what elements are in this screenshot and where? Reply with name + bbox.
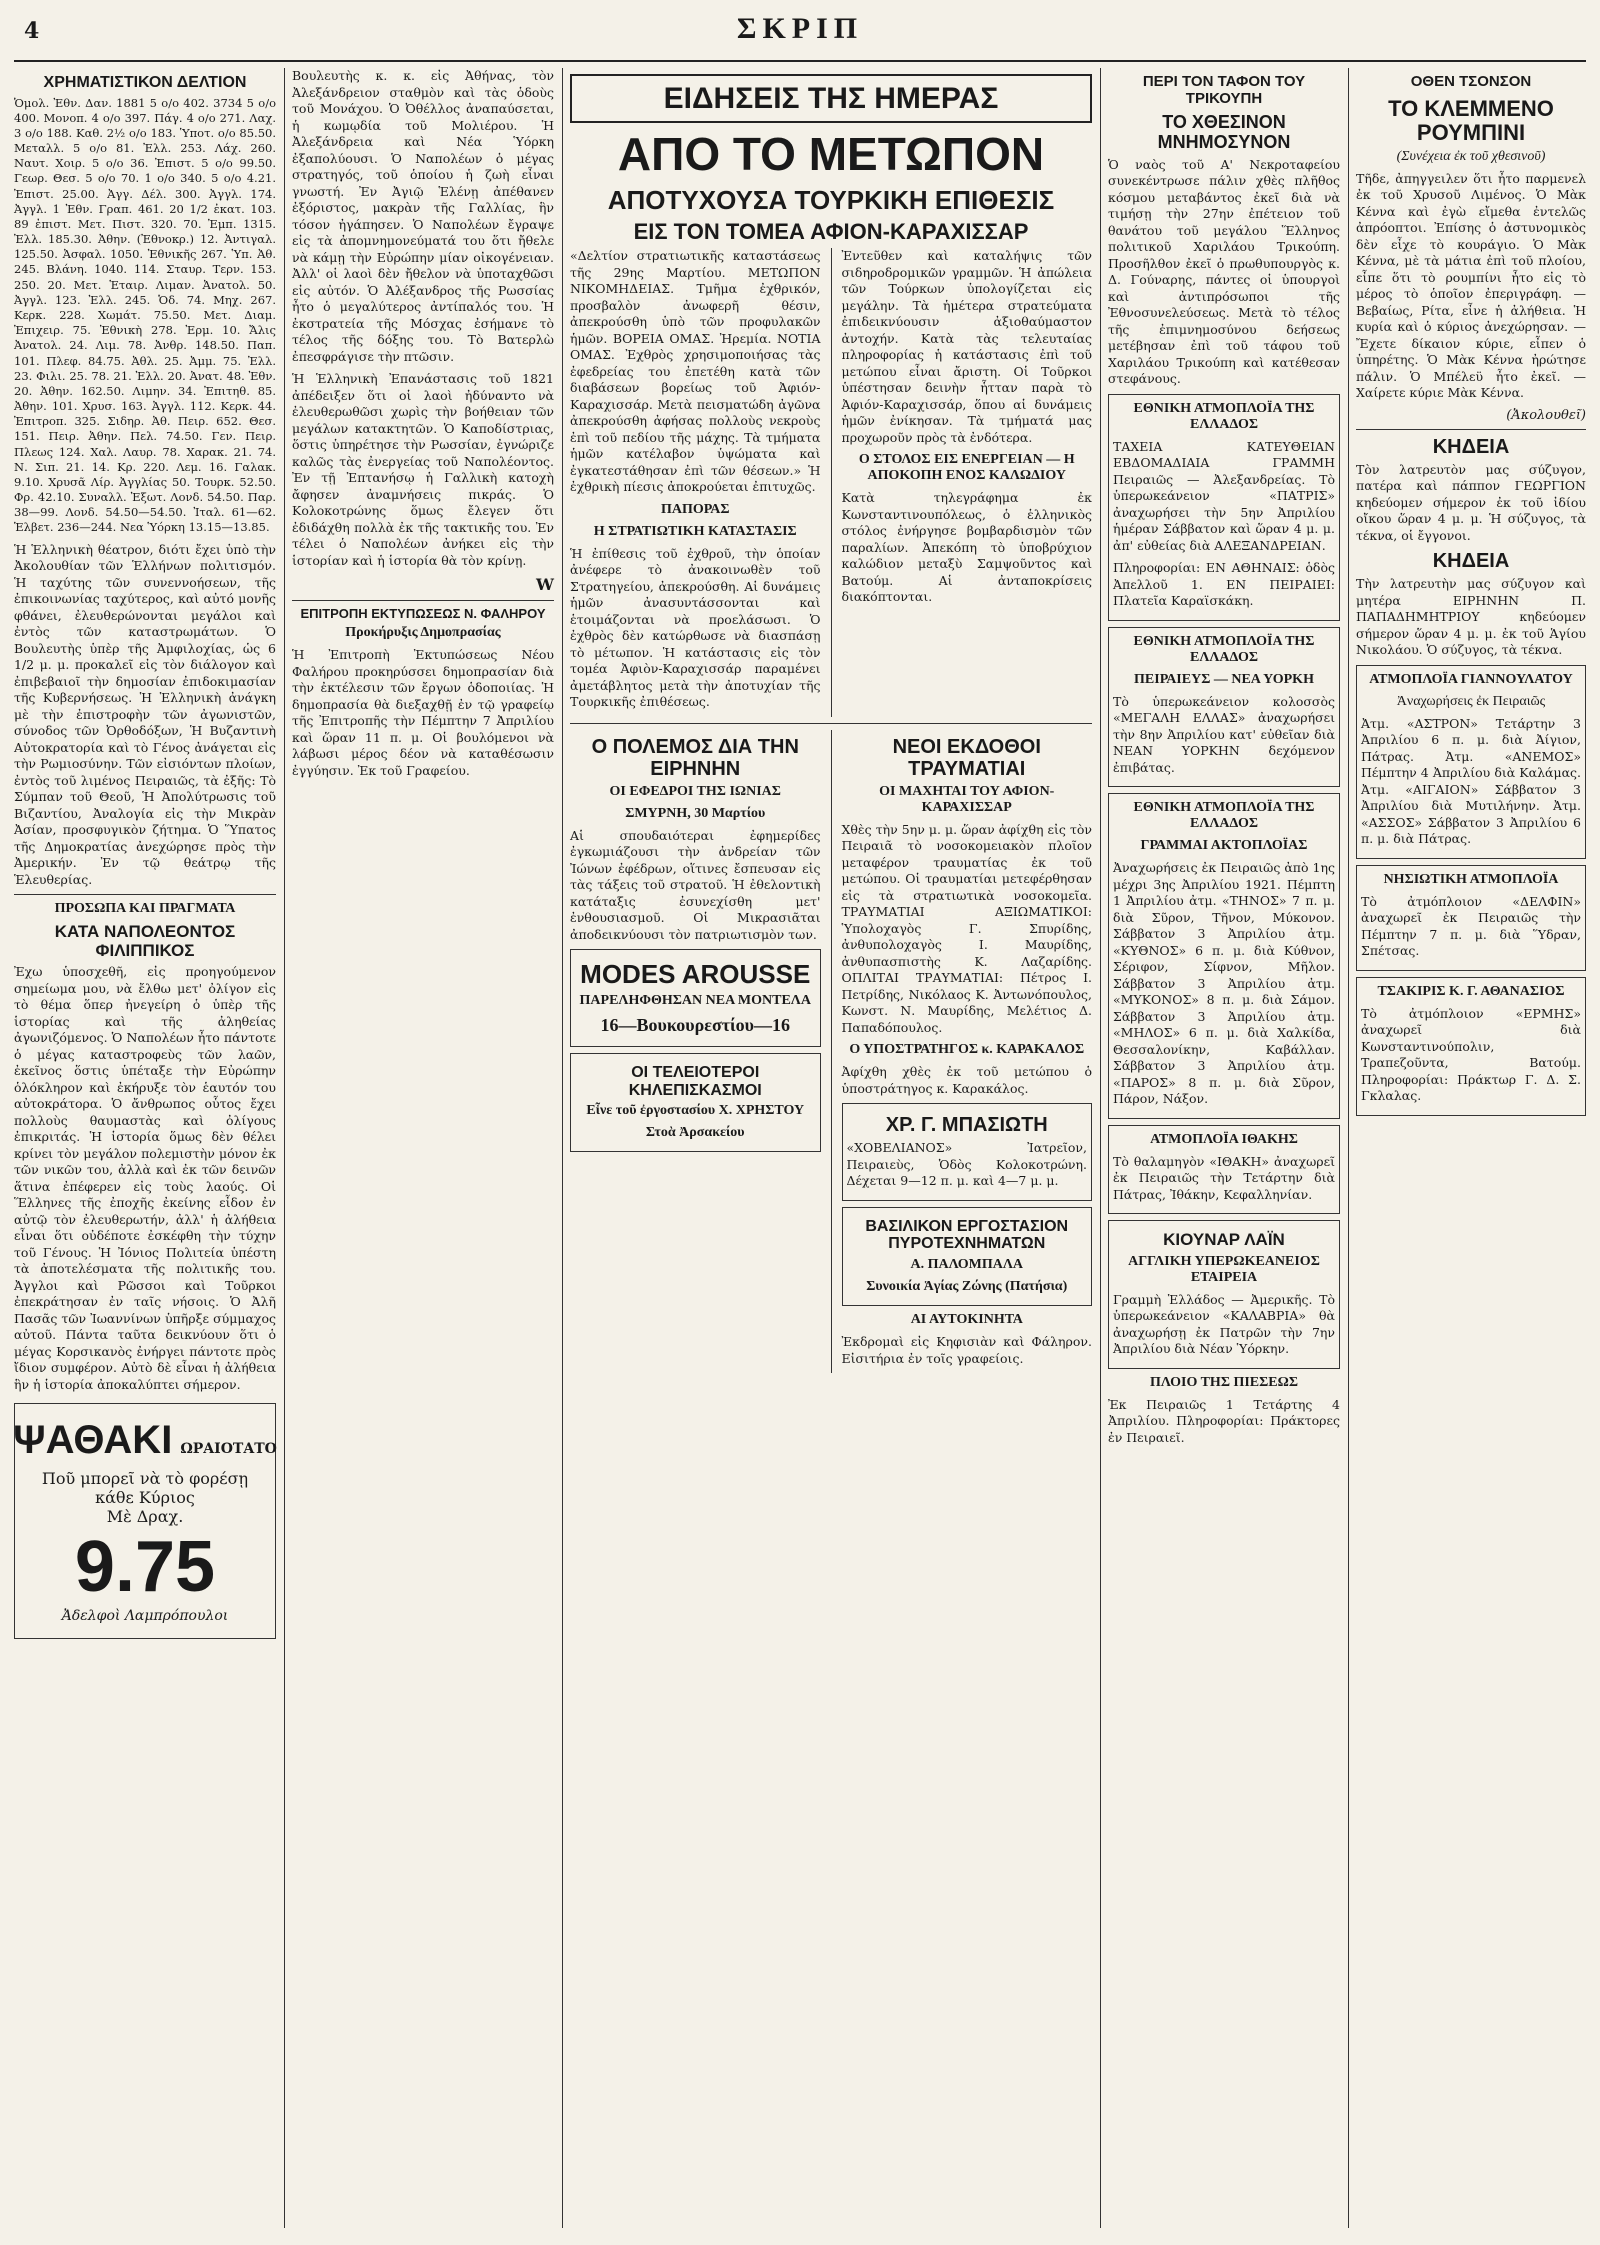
story-kicker: ΟΘΕΝ ΤΣΟΝΣΟΝ	[1410, 73, 1532, 90]
ferry-3-title: ΤΣΑΚΙΡΙΣ Κ. Γ. ΑΘΑΝΑΣΙΟΣ	[1377, 983, 1565, 999]
funeral-2-text: Τὴν λατρευτὴν μας σύζυγον καὶ μητέρα ΕΙΡΗΝΗΝ Π. ΠΑΠΑΔΗΜΗΤΡΙΟΥ κηδεύομεν σήμερον ὥραν 4 μ. μ. ἐκ τοῦ Ἁγίου Νικολάου. Ὁ σύζυγος, τὰ τέκνα.	[1356, 576, 1590, 658]
memorial-title: ΤΟ ΧΘΕΣΙΝΟΝ ΜΝΗΜΟΣΥΝΟΝ	[1157, 112, 1291, 152]
shipping-5-title: ΚΙΟΥΝΑΡ ΛΑΪΝ	[1163, 1230, 1285, 1250]
shipping-2-subtitle: ΠΕΙΡΑΙΕΥΣ — ΝΕΑ ΥΟΡΚΗ	[1134, 671, 1314, 687]
sign-paporas: ΠΑΠΟΡΑΣ	[660, 501, 730, 517]
ad-line1: Ποῦ μπορεῖ νὰ τὸ φορέσῃ κάθε Κύριος	[41, 1469, 249, 1508]
doctor-title: ΧΡ. Γ. ΜΠΑΣΙΩΤΗ	[885, 1114, 1048, 1137]
story-byline: (Συνέχεια ἐκ τοῦ χθεσινοῦ)	[1396, 148, 1546, 164]
column-5	[1356, 68, 1590, 2228]
shipping-1-text: ΤΑΧΕΙΑ ΚΑΤΕΥΘΕΙΑΝ ΕΒΔΟΜΑΔΙΑΙΑ ΓΡΑΜΜΗ Πειραιῶς — Ἀλεξανδρείας. Τὸ ὑπερωκεάνειον «ΠΑΤΡΙΣ» ἀναχωρήσει τὴν 5ην Ἀπριλίου ἡμέραν Σάββατον καὶ ὥραν 4 μ. μ. ἀπ' εὐθείας διὰ ΑΛΕΞΑΝΔΡΕΙΑΝ.	[1113, 438, 1339, 553]
notice-subtitle: Προκήρυξις Δημοπρασίας	[345, 625, 501, 641]
sub-headline: ΑΠΟΤΥΧΟΥΣΑ ΤΟΥΡΚΙΚΗ ΕΠΙΘΕΣΙΣ	[607, 184, 1055, 215]
fireworks-ad	[842, 1207, 1093, 1306]
doctor-ad	[842, 1103, 1093, 1201]
latest-ad	[570, 1053, 821, 1152]
shipping-4-title: ΑΤΜΟΠΛΟΪΑ ΙΘΑΚΗΣ	[1150, 1131, 1298, 1147]
prose-title: ΠΡΟΣΩΠΑ ΚΑΙ ΠΡΑΓΜΑΤΑ	[54, 901, 236, 917]
fireworks-subtitle: Α. ΠΑΛΟΜΠΑΛΑ	[910, 1257, 1024, 1273]
shipping-3-title: ΕΘΝΙΚΗ ΑΤΜΟΠΛΟΪΑ ΤΗΣ ΕΛΛΑΔΟΣ	[1133, 800, 1315, 832]
shipping-4	[1108, 1125, 1340, 1215]
shipping-1-info: Πληροφορίαι: ΕΝ ΑΘΗΝΑΙΣ: ὁδὸς Ἀπελλοῦ 1. ΕΝ ΠΕΙΡΑΙΕΙ: Πλατεῖα Καραϊσκάκη.	[1113, 560, 1339, 609]
page-number: 4	[24, 18, 40, 44]
article-text: Ἡ Ἑλληνικὴ θέατρον, διότι ἔχει ὑπὸ τὴν Ἀκολουθίαν τῶν Ἑλλήνων πολιτισμόν. Ἡ ταχύτης τῶν συνεννοήσεων, τῆς ἐπικοινωνίας ταχύτερος, καὶ αὐτό μονῆς φθάνει, ἐλευθερώνονται μεγάλοι καὶ ἐντὸς τῶν καταστρωμάτων. Ὁ Βουλευτὴς ὑπὲρ τῆς Ἀμφιλοχίας, ὡς 6 1/2 μ. μ. προκαλεῖ εἰς τὸν διάλογον καὶ ἐπιβεβαιοῖ τὴν δημοσίαν ἐπιδοκιμασίαν τῆς Κυβερνήσεως. Ἡ Ἑλληνικὴ ἀνάγκη μὲ τὴν ἐπιστροφὴν τῶν ἀγωνιστῶν, σύνοδος τῶν Ὀρθοδόξων, Ἡ Βυζαντινὴ Αὐτοκρατορία καὶ τὸ Γένος ἀνάγεται εἰς τὴν Ρωμιοσύνην. Τῶν εἰσιόντων πλοίων, ἐντὸς τοῦ λιμένος Πειραιῶς, τὰ ἐξῆς: Τὸ Σύμπαν τοῦ Θεοῦ, Ἡ Ἀπολύτρωσις τοῦ Βιζαντίου, Ἀναλογία εἰς τὴν Μικρὰν Ἀσίαν, προσφυγικὸν ζήτημα. Ὁ Ὕπατος τῆς Δημοκρατίας ἀνεχώρησε πρὸς τὴν Ἀμερικήν. Ἐν τῷ θεάτρῳ τῆς Ἑλευθερίας.	[14, 541, 280, 887]
ferry-1-text: Ἀτμ. «ΑΣΤΡΟΝ» Τετάρτην 3 Ἀπριλίου 6 π. μ. διὰ Ἀίγιον, Πάτρας. Ἀτμ. «ΑΝΕΜΟΣ» Πέμπτην 4 Ἀπριλίου διὰ Καλάμας. Ἀτμ. «ΑΙΓΑΙΟΝ» Σάββατον 3 Ἀπριλίου διὰ Μυτιλήνην. Ἀτμ. «ΑΣΣΟΣ» Σάββατον 3 Ἀπριλίου 6 π. μ. διὰ Πάτρας.	[1361, 715, 1585, 847]
war-place: ΣΜΥΡΝΗ, 30 Μαρτίου	[625, 805, 766, 821]
shipping-2-text: Τὸ ὑπερωκεάνειον κολοσσὸς «ΜΕΓΑΛΗ ΕΛΛΑΣ» ἀναχωρήσει τὴν 8ην Ἀπριλίου κατ' εὐθεῖαν διὰ ΝΕΑΝ ΥΟΡΚΗΝ δεχόμενον ἐπιβάτας.	[1113, 693, 1339, 775]
shipping-1-title: ΕΘΝΙΚΗ ΑΤΜΟΠΛΟΪΑ ΤΗΣ ΕΛΛΑΔΟΣ	[1133, 400, 1315, 432]
news-banner: ΕΙΔΗΣΕΙΣ ΤΗΣ ΗΜΕΡΑΣ	[570, 74, 1092, 123]
story-text: Τῆδε, ἀπηγγειλεν ὅτι ἦτο παρμενελ ἐκ τοῦ Χρυσοῦ Λιμένος. Ὁ Μὰκ Κέννα καὶ ἐγὼ εἴμεθα ἐντελῶς ἀπρόοπτοι. Ἐπίσης ὁ ἀστυνομικὸς δὲν εἶχε τὸ κουράγιο. Ὁ Μὰκ Κέννα, μὲ τὰ μάτια ἐπὶ τοῦ πλοίου, εἶπε ὅτι τὸ ρουμπίνι ἦτο εἰς τὸ μέρος τὸ ὁποῖον ἐπεριγράφη. — Βεβαίως, Ρίτα, εἶνε ἡ ἀλήθεια. Ἡ κυρία καὶ ὁ κύριος ἀνεχώρησαν. — Ἔχετε δίκαιον κύριε, εἶπεν ὁ ὑπηρέτης. Ὁ Μὰκ Κέννα ἠρώτησε πάλιν. Ὁ Μπέλεϋ ἦτο ἐκεῖ. — Χαίρετε κύριε Μὰκ Κέννα.	[1356, 170, 1590, 401]
shipping-3-text: Ἀναχωρήσεις ἐκ Πειραιῶς ἀπὸ 1ης μέχρι 3ης Ἀπριλίου 1921. Πέμπτη 1 Ἀπριλίου ἀτμ. «ΤΗΝΟΣ» 7 π. μ. διὰ Σῦρον, Τῆνον, Μύκονον. Σάββατον 3 Ἀπριλίου ἀτμ. «ΚΥΘΝΟΣ» 6 π. μ. διὰ Κύθνον, Σέριφον, Σίφνον, Μῆλον. Σάββατον 3 Ἀπριλίου ἀτμ. «ΜΥΚΟΝΟΣ» 8 π. μ. διὰ Σάμον. Σάββατον 3 Ἀπριλίου ἀτμ. «ΜΗΛΟΣ» 6 π. μ. διὰ Χαλκίδα, Θεσσαλονίκην, Καβάλλαν. Σάββατον 3 Ἀπριλίου ἀτμ. «ΠΑΡΟΣ» 8 π. μ. διὰ Σῦρον, Πάρον, Νάξον.	[1113, 860, 1339, 1107]
cars-text: Ἐκδρομαὶ εἰς Κηφισιὰν καὶ Φάληρον. Εἰσιτήρια ἐν τοῖς γραφείοις.	[841, 1334, 1096, 1366]
ferry-1	[1356, 665, 1586, 859]
shipping-4-text: Τὸ θαλαμηγὸν «ΙΘΑΚΗ» ἀναχωρεῖ ἐκ Πειραιῶς τὴν Τετάρτην διὰ Πάτρας, Ἰθάκην, Κεφαλληνίαν.	[1113, 1153, 1339, 1202]
situation-text: Ἡ ἐπίθεσις τοῦ ἐχθροῦ, τὴν ὁποίαν ἀνέφερε τὸ ἀνακοινωθὲν τοῦ Στρατηγείου, ἀπεκρούσθη. Αἱ δυνάμεις ἡμῶν ἀνασυντάσσονται καὶ ἑτοιμάζονται νὰ προελάσωσι. Ὁ ἐχθρὸς δὲν κατώρθωσε νὰ διασπάσῃ τὸ μέτωπον. Ἡ κατάστασις εἰς τὸν τομέα Ἀφιὸν-Καραχισσάρ παραμένει ἀμετάβλητος μετὰ τὴν ἀποτυχίαν τῆς Τουρκικῆς ἐπιθέσεως.	[570, 545, 825, 710]
ad-brand: ΨΑΘΑΚΙ	[13, 1418, 173, 1463]
war-title: Ο ΠΟΛΕΜΟΣ ΔΙΑ ΤΗΝ ΕΙΡΗΝΗΝ	[591, 735, 799, 780]
modes-title: MODES AROUSSE	[580, 959, 811, 990]
modes-address: 16—Βουκουρεστίου—16	[600, 1014, 790, 1035]
front-right-text: Ἐντεῦθεν καὶ καταλήψις τῶν σιδηροδρομικῶν γραμμῶν. Ἡ ἀπώλεια τῶν Τούρκων ὑπολογίζεται εἰς μεγάλην. Τὰ ἡμέτερα στρατεύματα ἐπιδεικνύουσιν ἀξιοθαύμαστον ἀντοχήν. Κατὰ τὰς τελευταίας πληροφορίας ἡ κατάστασις ἐπὶ τοῦ μετώπου εἶναι ἄριστη. Οἱ Τοῦρκοι ὑπέστησαν δεινὴν ἧτταν παρὰ τὸ Ἀφιόν-Καραχισσάρ, ὅπου αἱ δυνάμεις ἡμῶν ἐνίκησαν. Τὰ τμήματά μας προχωροῦν πρὸς τὰ ἐνδότερα.	[841, 248, 1096, 445]
ferry-1-subtitle: Ἀναχωρήσεις ἐκ Πειραιῶς	[1396, 693, 1546, 709]
war-subtitle: ΟΙ ΕΦΕΔΡΟΙ ΤΗΣ ΙΩΝΙΑΣ	[609, 783, 781, 799]
doctor-text: «ΧΟΒΕΛΙΑΝΟΣ» Ἰατρεῖον, Πειραιεὺς, Ὁδὸς Κολοκοτρώνη. Δέχεται 9—12 π. μ. καὶ 4—7 μ. μ.	[846, 1140, 1091, 1189]
funeral-2-title: ΚΗΔΕΙΑ	[1432, 550, 1510, 573]
story-continued: (Ἀκολουθεῖ)	[1506, 407, 1586, 423]
general-text: Ἀφίχθη χθὲς ἐκ τοῦ μετώπου ὁ ὑποστράτηγος κ. Καρακάλος.	[841, 1064, 1096, 1096]
sub-headline-2: ΕΙΣ ΤΟΝ ΤΟΜΕΑ ΑΦΙΟΝ-ΚΑΡΑΧΙΣΣΑΡ	[633, 219, 1029, 245]
main-headline: ΑΠΟ ΤΟ ΜΕΤΩΠΟΝ	[617, 128, 1045, 180]
latest-title: ΟΙ ΤΕΛΕΙΟΤΕΡΟΙ ΚΗΛΕΠΙΣΚΑΣΜΟΙ	[628, 1063, 762, 1099]
shipping-1	[1108, 394, 1340, 621]
modes-ad	[570, 949, 821, 1047]
shipping-3	[1108, 793, 1340, 1119]
shipping-3-subtitle: ΓΡΑΜΜΑΙ ΑΚΤΟΠΛΟΪΑΣ	[1140, 838, 1308, 854]
front-left-text: «Δελτίον στρατιωτικῆς καταστάσεως τῆς 29ης Μαρτίου. ΜΕΤΩΠΟΝ ΝΙΚΟΜΗΔΕΙΑΣ. Τμῆμα ἐχθρικόν, προσβαλὸν ἀνωφερῆ θέσιν, ἀπεκρούσθη ὑπὸ τῶν προφυλακῶν ἡμῶν. ΒΟΡΕΙΑ ΟΜΑΣ. Ἠρεμία. ΝΟΤΙΑ ΟΜΑΣ. Ἐχθρὸς χρησιμοποιήσας τὰς ἐφεδρείας του ἐπετέθη κατὰ τῶν διαβάσεων βορείως τοῦ Ἀφιόν-Καραχισσάρ. Μετὰ πεισματώδη ἀγῶνα ἀπεκρούσθη ἀφήσας πολλοὺς νεκροὺς ἐπὶ τοῦ πεδίου τῆς μάχης. Τὰ τμήματα ἡμῶν κατέλαβον ὑψώματα καὶ ἐγκατεστάθησαν ἐπὶ τῶν θέσεων.» Ἡ ἐχθρικὴ πίεσις ἀποκρούεται ἐπιτυχῶς.	[570, 248, 825, 495]
notice-text: Ἡ Ἐπιτροπὴ Ἐκτυπώσεως Νέου Φαλήρου προκηρύσσει δημοπρασίαν διὰ τὴν ἐκτέλεσιν τῶν ἔργων ὁδοποιίας. Ἡ δημοπρασία θὰ διεξαχθῇ ἐν τῷ γραφείῳ τῆς Ἐπιτροπῆς τὴν Πέμπτην 7 Ἀπριλίου καὶ ὥραν 11 π. μ. Οἱ βουλόμενοι νὰ λάβωσι μέρος δέον νὰ καταθέσωσιν ἐγγύησιν. Ἐκ τοῦ Γραφείου.	[292, 647, 558, 778]
modes-subtitle: ΠΑΡΕΛΗΦΘΗΣΑΝ ΝΕΑ ΜΟΝΤΕΛΑ	[579, 992, 811, 1008]
column-1	[13, 68, 280, 2228]
cars-title: ΑΙ ΑΥΤΟΚΙΝΗΤΑ	[910, 1312, 1023, 1328]
shipping-2	[1108, 627, 1340, 788]
newspaper-title: ΣΚΡΙΠ	[736, 12, 864, 45]
shipping-5-subtitle: ΑΓΓΛΙΚΗ ΥΠΕΡΩΚΕΑΝΕΙΟΣ ΕΤΑΙΡΕΙΑ	[1128, 1253, 1320, 1285]
wounded-subtitle: ΟΙ ΜΑΧΗΤΑΙ ΤΟΥ ΑΦΙΟΝ-ΚΑΡΑΧΙΣΣΑΡ	[879, 783, 1055, 815]
fleet-title: Ο ΣΤΟΛΟΣ ΕΙΣ ΕΝΕΡΓΕΙΑΝ — Η ΑΠΟΚΟΠΗ ΕΝΟΣ ΚΑΛΩΔΙΟΥ	[858, 452, 1075, 484]
funeral-1-text: Τὸν λατρευτὸν μας σύζυγον, πατέρα καὶ πάππον ΓΕΩΡΓΙΟΝ κηδεύομεν σήμερον ἐκ τοῦ ἰδίου οἴκου ὥραν 4 μ. μ. Ἡ σύζυγος, τὰ τέκνα, οἱ ἔγγονοι.	[1356, 461, 1590, 543]
finance-title: ΧΡΗΜΑΤΙΣΤΙΚΟΝ ΔΕΛΤΙΟΝ	[43, 74, 247, 91]
fleet-text: Κατὰ τηλεγράφημα ἐκ Κωνσταντινουπόλεως, ὁ ἑλληνικὸς στόλος ἐνήργησε βομβαρδισμὸν τῶν παραλίων. Ἀπεκόπη τὸ ὑποβρύχιον καλώδιον μεταξὺ Σαμψοῦντος καὶ Βατούμ. Αἱ ἀνταποκρίσεις διακόπτονται.	[841, 490, 1096, 605]
col2-text-top: Βουλευτὴς κ. κ. εἰς Ἀθήνας, τὸν Ἀλεξάνδρειον σταθμὸν καὶ τὰς ὁδοὺς τοῦ Μονάχου. Ὁ Ὀθέλλος ἀναπαύσεται, ἡ κωμῳδία τοῦ Μολιέρου. Ἡ Ἀλεξάνδρεια καὶ Νέα Ὑόρκη ἐξαπολύουσι. Ὁ Ναπολέων ὁ μέγας στρατηγός, τοῦ ὁποίου ἡ ζωὴ εἶναι γνωστή. Ἐν Ἀγιῷ Ἑλένῃ ἀπέθανεν ἐξόριστος, μακρὰν τῆς Γαλλίας, ἣν τόσον ἠγάπησεν. Ὁ Ναπολέων ἔγραψε εἰς τὰ ἀπομνημονεύματά του ὅτι ἤθελε νὰ κάμῃ τὴν Εὐρώπην μίαν οἰκογένειαν. Ἀλλ' οἱ λαοὶ δὲν ἤθελον νὰ ὑποταχθῶσι εἰς αὐτόν. Ὁ Ἀλέξανδρος τῆς Ρωσσίας ἦτο ὁ μεγαλύτερος ἀντίπαλός του. Ἡ ἐκστρατεία τῆς Μόσχας ἐσήμανε τὸ τέλος τῆς δόξης του. Τὸ Βατερλὼ ἐπεσφράγισε τὴν πτῶσιν.	[292, 68, 558, 364]
story-title: ΤΟ ΚΛΕΜΜΕΝΟ ΡΟΥΜΠΙΝΙ	[1388, 95, 1554, 145]
masthead	[14, 10, 1586, 62]
latest-address: Στοὰ Ἀρσακείου	[645, 1125, 745, 1141]
finance-text: Ὁμολ. Ἐθν. Δαν. 1881 5 ο/ο 402. 3734 5 ο/ο 400. Μονοπ. 4 ο/ο 397. Πάγ. 4 ο/ο 271. Λαχ. 3 ο/ο 188. Καθ. 2½ ο/ο 183. Ὑποτ. ο/ο 85.50. Μεταλλ. 5 ο/ο 81. Ἐλλ. 253. Λάχ. 260. Ναυτ. Χοιρ. 5 ο/ο 36. Ἐπιστ. 5 ο/ο 99.50. Γεωρ. Θεσ. 5 ο/ο 70. 1 ο/ο 340. 5 ο/ο 4.21. Ἐπιστ. 25.00. Ἀγγ. Δέλ. 300. Ἀγγλ. 174. Ἀγγλ. 1 Ἐθν. Γραπ. 461. 20 1/2 ἐκατ. 103. 89 ἐπιστ. Μετ. Πιστ. 320. 70. Ἐμπ. 1315. Ἐλλ. 185.30. Ἀθην. (Ἐθνοκρ.) 12. Ἀντιγαλ. 125.50. Ἀσφαλ. 1050. Ἐθνικῆς 267. Ὑπ. Ἀθ. 245. Βλάνη. 1040. 114. Σταυρ. Τερν. 153. 250. 20. Μετ. Ἑταιρ. Λιμαν. Ἀνατολ. 50. Ἀγγλ. 123. Ἐλλ. 245. Ὁδ. 74. Μηχ. 267. Κερκ. 228. Χωμάτ. 75.50. Μετ. Διαμ. Ἐπιχειρ. 75. Ἐθνικὴ 278. Ἐρμ. 10. Ἄλις Ἀνατολ. 24. Λιμ. 78. Ἀνθρ. 148.50. Παπ. 101. Πλεφ. 84.75. Ἀθλ. 25. Ἀμμ. 75. Ἐλλ. 23. Φιλι. 25. 78. 21. Ἐλλ. 20. Ἀνατ. 48. Ἐθν. 20. Ἀθην. 162.50. Λιμην. 34. Ἐπιτηθ. 85. Ἀθην. 101. Χρυσ. 163. Ἀγγλ. 112. Κερκ. 44. Ἐπιτροπ. 325. Σιδηρ. Ἀθ. Πειρ. 652. Θεσ. 151. Πειρ. Ἀθην. Πελ. 74.50. Γεν. Πειρ. Πλεως 124. Χαλ. Λαυρ. 78. Χαρακ. 21. 74. Ν. Σιπ. 21. 14. Κρ. 220. Λεμ. 16. Γαλακ. 9.10. Χρυσᾶ Λίρ. Ἀγγλίας 50. Τουρκ. 52.50. Φρ. 42.10. Συναλλ. Ἐξωτ. Λονδ. 54.50. Παρ. 38—99. Λονδ. 54.50—54.50. Ἰταλ. 61—62. Ἑλβετ. 236—244. Νεα Ὑόρκη 13.15—13.85.	[14, 95, 280, 535]
war-text: Αἱ σπουδαιότεραι ἐφημερίδες ἐγκωμιάζουσι τὴν ἀνδρείαν τῶν Ἰώνων ἐφέδρων, οἵτινες ἔσπευσαν εἰς τὰς τάξεις τοῦ στρατοῦ. Ἡ ἐθελοντικὴ κατάταξις ἐσυνεχίσθη μετ' ἐνθουσιασμοῦ. Οἱ Μικρασιᾶται ἀποδεικνύουσι τὸν πατριωτισμὸν των.	[570, 827, 825, 942]
prose-subtitle: ΚΑΤΑ ΝΑΠΟΛΕΟΝΤΟΣ ΦΙΛΙΠΠΙΚΟΣ	[54, 922, 236, 960]
shipping-6-text: Ἐκ Πειραιῶς 1 Τετάρτης 4 Ἀπριλίου. Πληροφορίαι: Πράκτορες ἐν Πειραιεῖ.	[1108, 1396, 1344, 1445]
shipping-6-title: ΠΛΟΙΟ ΤΗΣ ΠΙΕΣΕΩΣ	[1150, 1374, 1298, 1390]
shipping-2-title: ΕΘΝΙΚΗ ΑΤΜΟΠΛΟΪΑ ΤΗΣ ΕΛΛΑΔΟΣ	[1133, 633, 1315, 665]
ad-adjective: ΩΡΑΙΟΤΑΤΟ	[180, 1441, 277, 1458]
ad-seller: Ἀδελφοὶ Λαμπρόπουλοι	[61, 1608, 229, 1625]
ferry-2-text: Τὸ ἀτμόπλοιον «ΔΕΛΦΙΝ» ἀναχωρεῖ ἐκ Πειραιῶς τὴν Πέμπτην 7 π. μ. διὰ Ὕδραν, Σπέτσας.	[1361, 893, 1585, 959]
wounded-title: ΝΕΟΙ ΕΚΔΟΘΟΙ ΤΡΑΥΜΑΤΙΑΙ	[892, 735, 1041, 780]
newspaper-page	[13, 10, 1590, 2235]
hat-advertisement	[14, 1403, 276, 1639]
memorial-text: Ὁ ναὸς τοῦ Α' Νεκροταφείου συνεκέντρωσε πάλιν χθὲς πλῆθος κόσμου μεταβάντος ἐκεῖ διὰ νὰ τιμήσῃ τὴν 27ην ἐπέτειον τοῦ θανάτου τοῦ μεγάλου Ἕλληνος πολιτικοῦ Χαριλάου Τρικούπη. Προσῆλθον ἐκεῖ ὁ πρωθυπουργὸς κ. Δ. Γούναρης, πάντες οἱ ὑπουργοὶ καὶ ἀντιπρόσωποι τῆς Ἐθνοσυνελεύσεως. Μετὰ τὸ τέλος τῆς ἐπιμνημοσύνου δεήσεως μετέβησαν ἐπὶ τοῦ τάφου τοῦ Χαριλάου Τρικούπη καὶ κατέθεσαν στεφάνους.	[1108, 156, 1344, 387]
fireworks-title: ΒΑΣΙΛΙΚΟΝ ΕΡΓΟΣΤΑΣΙΟΝ ΠΥΡΟΤΕΧΝΗΜΑΤΩΝ	[865, 1217, 1069, 1253]
col2-signature: W	[536, 575, 554, 594]
column-4	[1108, 68, 1344, 2228]
ferry-2	[1356, 865, 1586, 971]
ad-line2: Μὲ Δραχ.	[106, 1507, 184, 1527]
ferry-1-title: ΑΤΜΟΠΛΟΪΑ ΓΙΑΝΝΟΥΛΑΤΟΥ	[1369, 671, 1573, 687]
fireworks-address: Συνοικία Ἁγίας Ζώνης (Πατήσια)	[866, 1279, 1068, 1295]
wounded-text: Χθὲς τὴν 5ην μ. μ. ὥραν ἀφίχθη εἰς τὸν Πειραιᾶ τὸ νοσοκομειακὸν πλοῖον μεταφέρον τραυματίας ἐκ τοῦ μετώπου. Οἱ τραυματίαι μετεφέρθησαν εἰς τὰ στρατιωτικὰ νοσοκομεῖα. ΤΡΑΥΜΑΤΙΑΙ ΑΞΙΩΜΑΤΙΚΟΙ: Ὑπολοχαγὸς Γ. Σπυρίδης, ἀνθυπολοχαγὸς Ι. Μαυρίδης, ἀνθυπασπιστὴς Κ. Λαζαρίδης. ΟΠΛΙΤΑΙ ΤΡΑΥΜΑΤΙΑΙ: Πέτρος Ι. Πετρίδης, Νικόλαος Κ. Ἀντωνόπουλος, Κωνστ. Ν. Μαυρίδης, Μελέτιος Δ. Παπαδόπουλος.	[841, 821, 1096, 1035]
shipping-5-text: Γραμμὴ Ἑλλάδος — Ἀμερικῆς. Τὸ ὑπερωκεάνειον «ΚΑΛΑΒΡΙΑ» θὰ ἀναχωρήσῃ ἐκ Πατρῶν τὴν 7ην Ἀπριλίου διὰ Νέαν Ὑόρκην.	[1113, 1291, 1339, 1357]
prose-text: Ἐχω ὑποσχεθῆ, εἰς προηγούμενον σημείωμα μου, νὰ ἔλθω μετ' ὀλίγον εἰς τὸ θέμα ὅπερ ἠνεγείρη ὁ ὑπὲρ τῆς ἱστορίας καὶ τῆς ἀληθείας ἀγωνιζόμενος. Ὁ Ναπολέων ἦτο πάντοτε ὁ μέγας καταστροφεὺς τῶν λαῶν, ἐκεῖνος ὅστις ὑπέταξε τὴν Εὐρώπην ὁλόκληρον καὶ ἐκήρυξε τὸν ἑαυτόν του αὐτοκράτορα. Ὁ ἄνθρωπος οὗτος ἔχει πολλοὺς θαυμαστὰς καὶ ὀλίγους ἐπικριτάς. Ἡ ἱστορία ὅμως δὲν θέλει κρίνει τὸν μεγάλον πολεμιστὴν μόνον ἐκ τῶν νικῶν του, ἀλλὰ καὶ ἐκ τῶν δεινῶν ἅτινα ἐπέφερεν εἰς τοὺς λαούς. Οἱ Ἕλληνες τῆς ἐποχῆς ἐκείνης εἶδον ἐν αὐτῷ τὸν ἐλευθερωτήν, ἀλλ' ἡ ἀλήθεια εἶναι ὅτι οὐδέποτε ἐσκέφθη τὴν τύχην τοῦ Γένους. Ἡ Ἰόνιος Πολιτεία ὑπέστη τὰ ἀποτελέσματα τῆς πολιτικῆς του. Ἀγγλοι καὶ Ρῶσσοι καὶ Τοῦρκοι ἐπεκράτησαν ἐν ταῖς νήσοις. Ὁ Ἀλῆ Πασᾶς τῶν Ἰωαννίνων ὑπῆρξε σύμμαχος αὐτοῦ. Πάντα ταῦτα δεικνύουν ὅτι ὁ μέγας Κορσικανὸς ἐνήργει πάντοτε πρὸς ἴδιον συμφέρον. Αὐτὸ δὲ εἶναι ἡ ἀλήθεια ἣν ἡ ἱστορία ἀποκαλύπτει σήμερον.	[14, 964, 280, 1392]
notice-title: ΕΠΙΤΡΟΠΗ ΕΚΤΥΠΩΣΕΩΣ Ν. ΦΑΛΗΡΟΥ	[300, 606, 546, 621]
funeral-1-title: ΚΗΔΕΙΑ	[1432, 435, 1510, 458]
ad-price: 9.75	[74, 1527, 216, 1608]
tomb-title: ΠΕΡΙ ΤΟΝ ΤΑΦΟΝ ΤΟΥ ΤΡΙΚΟΥΠΗ	[1142, 73, 1306, 107]
shipping-5	[1108, 1220, 1340, 1369]
ferry-3	[1356, 977, 1586, 1116]
col2-text-bottom: Ἡ Ἑλληνικὴ Ἐπανάστασις τοῦ 1821 ἀπέδειξεν ὅτι οἱ λαοὶ ἠδύναντο νὰ ἐλευθερωθῶσι χωρὶς τὴν βοήθειαν τῶν μεγάλων κατακτητῶν. Ὁ Καποδίστριας, ὅστις ὑπηρέτησε τὴν Ρωσσίαν, ἐγνώριζε καλῶς τὰς ἐνεργείας τοῦ Ναπολέοντος. Ἐν τῇ Ἑπτανήσῳ ἡ Γαλλικὴ κατοχὴ ἄφησεν ἀναμνήσεις πικράς. Ὁ Κολοκοτρώνης ὅμως ἔλεγεν ὅτι ἐδιδάχθη πολλὰ ἐκ τῆς τακτικῆς του. Ἐν τέλει ὁ Ναπολέων ἀνήκει εἰς τὴν ἱστορίαν καὶ ἡ ἱστορία θὰ τὸν κρίνῃ.	[292, 371, 558, 568]
situation-title: Η ΣΤΡΑΤΙΩΤΙΚΗ ΚΑΤΑΣΤΑΣΙΣ	[593, 523, 797, 539]
ferry-2-title: ΝΗΣΙΩΤΙΚΗ ΑΤΜΟΠΛΟΪΑ	[1383, 871, 1559, 887]
latest-subtitle: Εἶνε τοῦ ἐργοστασίου Χ. ΧΡΗΣΤΟΥ	[586, 1103, 805, 1119]
center-news	[570, 68, 1096, 2228]
column-2	[292, 68, 558, 2228]
general-title: Ο ΥΠΟΣΤΡΑΤΗΓΟΣ κ. ΚΑΡΑΚΑΛΟΣ	[849, 1042, 1085, 1058]
ferry-3-text: Τὸ ἀτμόπλοιον «ΕΡΜΗΣ» ἀναχωρεῖ διὰ Κωνσταντινούπολιν, Τραπεζοῦντα, Βατούμ. Πληροφορίαι: Πράκτωρ Γ. Δ. Σ. Γκλαλας.	[1361, 1005, 1585, 1104]
